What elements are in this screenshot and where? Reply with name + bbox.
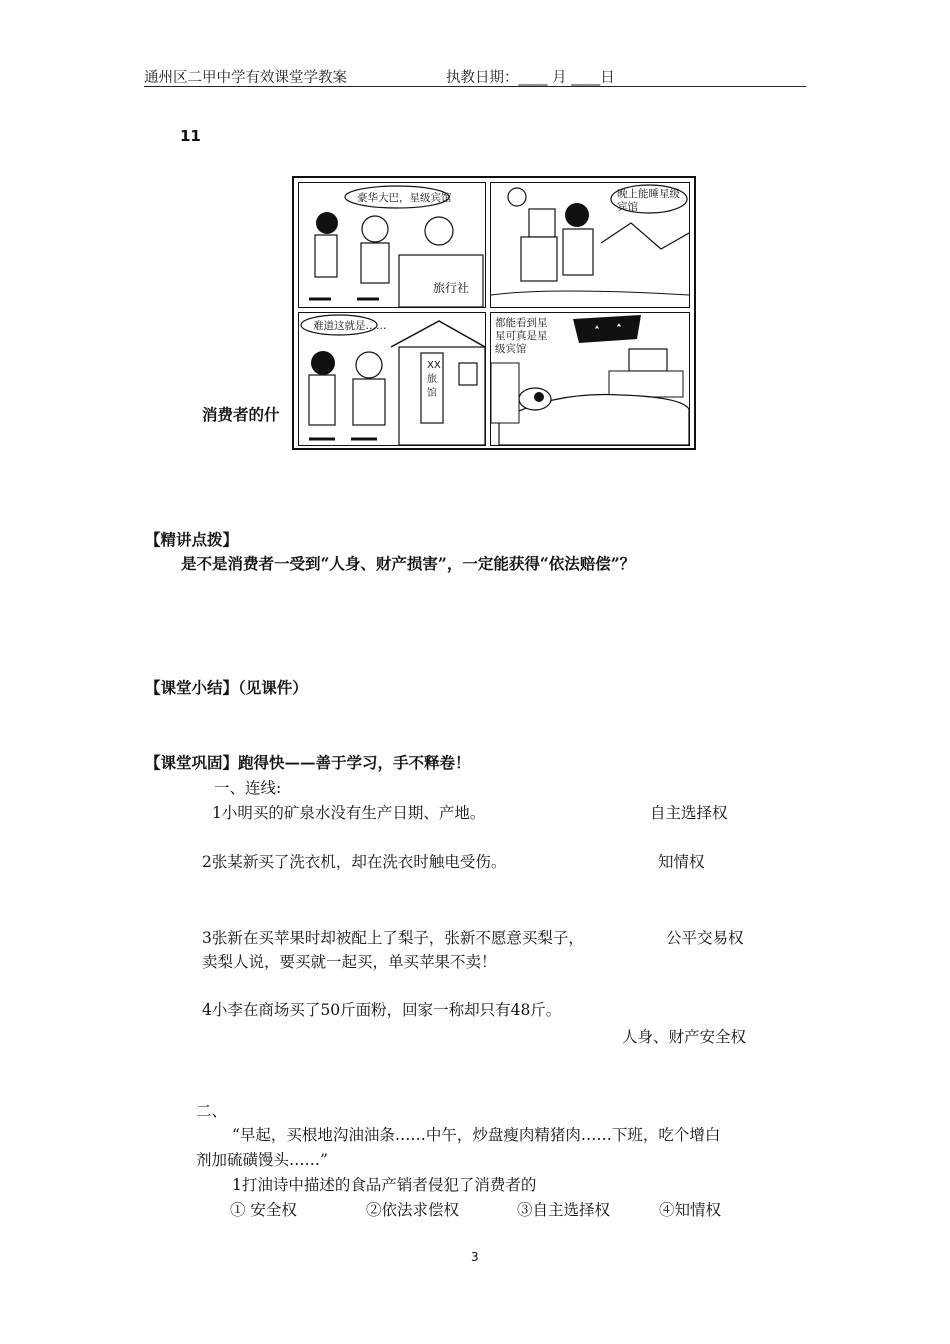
consolidate-slogan: 跑得快——善于学习，手不释卷！ [238,753,471,772]
consolidate-title [145,751,471,773]
summary-note: （见课件） [238,678,308,697]
poem-line-1: “早起，买根地沟油油条……中午，炒盘瘦肉精猪肉……下班，吃个增白 [232,1126,721,1144]
item-2-right: 知情权 [658,853,705,871]
comic-panel-3 [298,312,486,446]
item-2-left: 2张某新买了洗衣机，却在洗衣时触电受伤。 [202,853,507,871]
question-1: 1打油诗中描述的食品产销者侵犯了消费者的 [232,1176,537,1194]
comic-caption: 消费者的什 [202,405,280,424]
jingjiang-title: 【精讲点拨】 [145,530,239,549]
comic-panel-2 [490,182,690,308]
item-3-left: 3张新在买苹果时却被配上了梨子，张新不愿意买梨子， [202,929,584,947]
comic-panel-3-sign: XX旅馆 [427,360,441,399]
comic-panel-3-bubble: 难道这就是…… [313,320,387,332]
item-4-right: 人身、财产安全权 [622,1028,747,1046]
header-rule [144,86,806,87]
comic-panel-1 [298,182,486,308]
header-date: 执教日期：____ 月 ____日 [446,70,615,86]
item-3-left-line2: 卖梨人说，要买就一起买，单买苹果不卖！ [202,953,497,971]
option-4: ④知情权 [659,1201,722,1219]
comic-panel-1-sign: 旅行社 [433,281,470,295]
part2-title: 二、 [196,1102,228,1120]
consolidate-title-text: 【课堂巩固】 [145,753,239,772]
comic-panel-4 [490,312,690,446]
jingjiang-question: 是不是消费者一受到“人身、财产损害”，一定能获得“依法赔偿”？ [181,554,636,573]
comic-panel-2-bubble: 晚上能睡星级宾馆 [617,188,680,213]
header-school: 通州区二甲中学有效课堂学教案 [144,70,347,86]
item-1-left: 1小明买的矿泉水没有生产日期、产地。 [212,804,486,822]
item-1-right: 自主选择权 [650,804,728,822]
page-number: 3 [471,1250,479,1264]
option-2: ②依法求偿权 [366,1201,460,1219]
question-number: 11 [180,127,201,145]
item-4-left: 4小李在商场买了50斤面粉，回家一称却只有48斤。 [202,1001,562,1019]
summary-title-text: 【课堂小结】 [145,678,239,697]
poem-line-2: 剂加硫磺馒头……” [196,1151,328,1169]
summary-title [145,676,308,698]
option-3: ③自主选择权 [517,1201,611,1219]
option-1: ① 安全权 [230,1201,297,1219]
comic-panel-1-bubble: 豪华大巴，星级宾馆 [357,192,452,204]
part1-title: 一、连线: [214,779,282,797]
item-3-right: 公平交易权 [666,929,744,947]
comic-panel-4-bubble: 都能看到星星可真是星级宾馆 [495,317,548,355]
comic-strip [292,176,696,450]
